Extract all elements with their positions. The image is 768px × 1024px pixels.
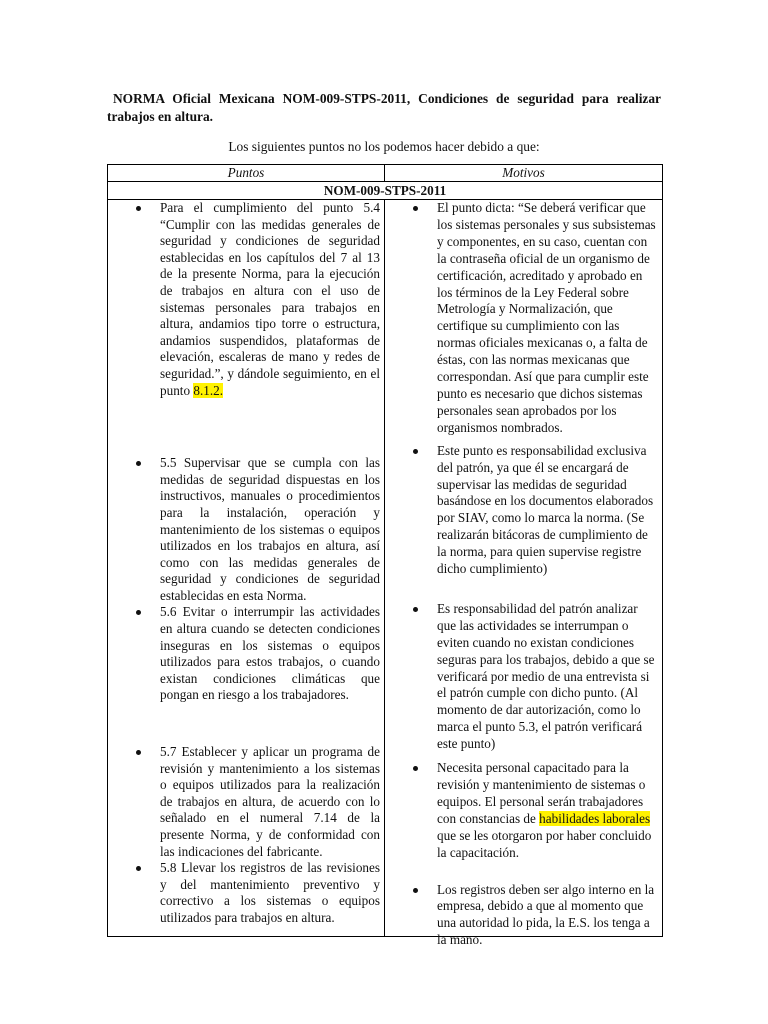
punto-item [160, 744, 380, 860]
motivo-text: El punto dicta: “Se deberá verificar que los sistemas personales y sus subsistemas y componentes, en su caso, cuentan con la contraseña oficial de un organismo de certificación, acreditado y aprobado en los términos de la Ley Federal sobre Metrología y Normalización, que certifique su cumplimiento con las normas oficiales mexicanas o, a falta de éstas, con las normas mexicanas que correspondan. Así que para cumplir este punto es necesario que dichos sistemas personales sean aprobados por los organismos nombrados. [437, 200, 656, 435]
column-header-puntos: Puntos [108, 165, 385, 182]
motivo-text: Este punto es responsabilidad exclusiva del patrón, ya que él se encargará de supervisar las medidas de seguridad basándose en los documentos elaborados por SIAV, como lo marca la norma. (Se realizarán bitácoras de cumplimiento de la norma, para quien supervise registre dicho cumplimiento) [437, 442, 654, 577]
motivo-text-continued: que se les otorgaron por haber concluido la capacitación. [437, 827, 652, 860]
motivos-list [385, 200, 662, 949]
header-row [108, 165, 663, 182]
norm-label: NOM-009-STPS-2011 [108, 182, 663, 200]
motivo-text: Necesita personal capacitado para la revisión y mantenimiento de sistemas o equipos. El personal serán trabajadores con constancias de [437, 760, 646, 826]
punto-text: 5.5 Supervisar que se cumpla con las medidas de seguridad dispuestas en los instructivos, manuales o procedimientos para la instalación, operación y mantenimiento de los sistemas o equipos utilizados en los trabajos en altura, así como con las medidas generales de seguridad y condiciones de seguridad establecidas en esta Norma. [160, 455, 380, 603]
punto-item [160, 604, 380, 704]
motivo-text: Los registros deben ser algo interno en la empresa, debido a que al momento que una autoridad lo pida, la E.S. los tenga a la mano. [437, 881, 655, 948]
highlighted-reference: 8.1.2. [193, 382, 224, 398]
motivo-text: Es responsabilidad del patrón analizar que las actividades se interrumpan o eviten cuando no existan condiciones seguras para los trabajos, debido a que se verificará por medio de una entrevista si el patrón cumple con dicho punto. (Al momento de dar autorización, como lo marca el punto 5.3, el patrón verificará este punto) [437, 600, 655, 752]
puntos-cell [108, 200, 385, 937]
motivo-item [437, 760, 658, 861]
column-header-motivos: Motivos [385, 165, 663, 182]
punto-text: 5.7 Establecer y aplicar un programa de revisión y mantenimiento a los sistemas o equipos utilizados para la realización de trabajos en altura, de acuerdo con lo señalado en el numeral 7.14 de la presente Norma, y de conformidad con las indicaciones del fabricante. [160, 744, 380, 859]
highlighted-term: habilidades laborales [539, 810, 651, 826]
motivo-item [437, 882, 658, 950]
punto-text: 5.6 Evitar o interrumpir las actividades en altura cuando se detecten condiciones inseguras en los sistemas o equipos utilizados para estos trabajos, o cuando existan condiciones climáticas que pongan en riesgo a los trabajadores. [160, 604, 380, 703]
document-title: NORMA Oficial Mexicana NOM-009-STPS-2011, Condiciones de seguridad para realizar trabajos en altura. [107, 91, 661, 124]
norm-row [108, 182, 663, 200]
puntos-list [108, 200, 384, 927]
intro-text: Los siguientes puntos no los podemos hacer debido a que: [228, 139, 540, 154]
motivo-item [437, 443, 658, 578]
punto-item [160, 860, 380, 926]
punto-text: Para el cumplimiento del punto 5.4 “Cumplir con las medidas generales de seguridad y condiciones de seguridad establecidas en los capítulos del 7 al 13 de la presente Norma, para la ejecución de trabajos en altura con el uso de sistemas personales para trabajos en altura, andamios tipo torre o estructura, andamios suspendidos, plataformas de elevación, escaleras de mano y redes de seguridad.”, y dándole seguimiento, en el punto [160, 200, 380, 398]
motivo-item [437, 601, 658, 753]
punto-item [160, 455, 380, 604]
motivos-cell [385, 200, 663, 948]
punto-text: 5.8 Llevar los registros de las revisiones y del mantenimiento preventivo y correctivo a los sistemas o equipos utilizados para trabajos en altura. [160, 860, 380, 925]
punto-item [160, 200, 380, 399]
body-row [108, 200, 663, 937]
points-table [107, 164, 663, 948]
motivo-item [437, 200, 658, 437]
